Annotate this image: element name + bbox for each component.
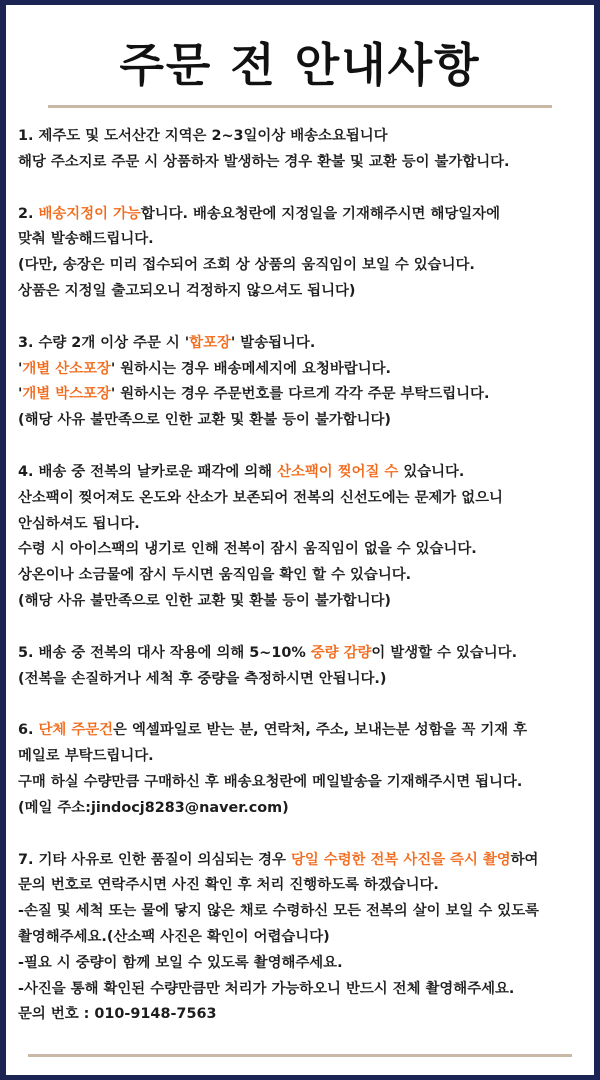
notice-line: [18, 977, 582, 1003]
notice-line: [18, 951, 582, 977]
page-title: 주문 전 안내사항: [119, 38, 481, 92]
notice-section-3: [18, 331, 582, 434]
notice-line: [18, 848, 582, 874]
notice-text: 7. 기타 사유로 인한 품질이 의심되는 경우: [18, 851, 291, 868]
notice-line: [18, 899, 582, 925]
highlight-text: 중량 감량: [310, 644, 372, 661]
notice-text: 구매 하실 수량만큼 구매하신 후 배송요청란에 메일발송을 기재해주시면 됩니다.: [18, 773, 523, 790]
notice-text: ' 발송됩니다.: [230, 334, 316, 351]
highlight-text: 배송지정이 가능: [38, 205, 141, 222]
notice-line: [18, 486, 582, 512]
notice-section-7: [18, 848, 582, 1029]
notice-line: [18, 589, 582, 615]
notice-text: (메일 주소:jindocj8283@naver.com): [18, 799, 289, 816]
notice-text: 이 발생할 수 있습니다.: [371, 644, 518, 661]
notice-line: [18, 512, 582, 538]
highlight-text: 단체 주문건: [38, 722, 114, 739]
notice-text: ' 원하시는 경우 배송메세지에 요청바랍니다.: [110, 360, 391, 377]
notice-section-2: [18, 202, 582, 305]
notice-line: [18, 460, 582, 486]
notice-text: 6.: [18, 722, 39, 739]
notice-text: 안심하셔도 됩니다.: [18, 515, 140, 532]
notice-text: 2.: [18, 205, 39, 222]
notice-text: 문의 번호로 연락주시면 사진 확인 후 처리 진행하도록 하겠습니다.: [18, 877, 439, 894]
notice-line: [18, 331, 582, 357]
notice-text: (다만, 송장은 미리 접수되어 조회 상 상품의 움직임이 보일 수 있습니다.: [18, 257, 475, 274]
notice-line: [18, 124, 582, 150]
notice-text: 상품은 지정일 출고되오니 걱정하지 않으셔도 됩니다): [18, 282, 356, 299]
notice-section-6: [18, 718, 582, 821]
notice-text: 4. 배송 중 전복의 날카로운 패각에 의해: [18, 463, 278, 480]
notice-text: (해당 사유 불만족으로 인한 교환 및 환불 등이 불가합니다): [18, 592, 391, 609]
notice-text: ': [18, 360, 23, 377]
notice-line: [18, 253, 582, 279]
notice-line: [18, 150, 582, 176]
notice-text: ' 원하시는 경우 주문번호를 다르게 각각 주문 부탁드립니다.: [110, 386, 490, 403]
notice-line: [18, 744, 582, 770]
highlight-text: 산소팩이 찢어질 수: [277, 463, 399, 480]
highlight-text: 합포장: [189, 334, 231, 351]
notice-text: -필요 시 중량이 함께 보일 수 있도록 촬영해주세요.: [18, 954, 343, 971]
notice-text: 수령 시 아이스팩의 냉기로 인해 전복이 잠시 움직임이 없을 수 있습니다.: [18, 541, 477, 558]
notice-line: [18, 796, 582, 822]
notice-text: 해당 주소지로 주문 시 상품하자 발생하는 경우 환불 및 교환 등이 불가합니다.: [18, 153, 510, 170]
notice-section-5: [18, 641, 582, 693]
notice-text: (해당 사유 불만족으로 인한 교환 및 환불 등이 불가합니다): [18, 412, 391, 429]
notice-card: [6, 5, 594, 1075]
notice-text: -사진을 통해 확인된 수량만큼만 처리가 가능하오니 반드시 전체 촬영해주세요.: [18, 980, 515, 997]
notice-line: [18, 1002, 582, 1028]
bottom-divider: [28, 1054, 572, 1057]
notice-text: ': [18, 386, 23, 403]
notice-text: 5. 배송 중 전복의 대사 작용에 의해 5~10%: [18, 644, 311, 661]
notice-line: [18, 202, 582, 228]
notice-line: [18, 873, 582, 899]
notice-text: 상온이나 소금물에 잠시 두시면 움직임을 확인 할 수 있습니다.: [18, 567, 412, 584]
highlight-text: 개별 산소포장: [22, 360, 111, 377]
notice-line: [18, 227, 582, 253]
notice-section-1: [18, 124, 582, 176]
notice-line: [18, 279, 582, 305]
notice-text: 맞춰 발송해드립니다.: [18, 231, 154, 248]
notice-line: [18, 357, 582, 383]
notice-text: (전복을 손질하거나 세척 후 중량을 측정하시면 안됩니다.): [18, 670, 387, 687]
notice-text: 합니다. 배송요청란에 지정일을 기재해주시면 해당일자에: [140, 205, 500, 222]
notice-text: 3. 수량 2개 이상 주문 시 ': [18, 334, 190, 351]
notice-content: [6, 108, 594, 1028]
notice-text: 촬영해주세요.(산소팩 사진은 확인이 어렵습니다): [18, 928, 330, 945]
notice-line: [18, 770, 582, 796]
notice-text: 은 엑셀파일로 받는 분, 연락처, 주소, 보내는분 성함을 꼭 기재 후: [113, 722, 528, 739]
notice-text: 있습니다.: [398, 463, 465, 480]
notice-text: 문의 번호 : 010-9148-7563: [18, 1006, 217, 1023]
notice-text: 하여: [510, 851, 539, 868]
notice-text: 산소팩이 찢어져도 온도와 산소가 보존되어 전복의 신선도에는 문제가 없으니: [18, 489, 503, 506]
notice-text: 1. 제주도 및 도서산간 지역은 2~3일이상 배송소요됩니다: [18, 128, 388, 144]
highlight-text: 당일 수령한 전복 사진을 즉시 촬영: [290, 851, 511, 868]
notice-line: [18, 718, 582, 744]
notice-line: [18, 382, 582, 408]
notice-section-4: [18, 460, 582, 615]
highlight-text: 개별 박스포장: [22, 386, 111, 403]
notice-text: -손질 및 세척 또는 물에 닿지 않은 채로 수령하신 모든 전복의 살이 보일 수 있도록: [18, 903, 539, 920]
notice-line: [18, 408, 582, 434]
notice-line: [18, 925, 582, 951]
notice-line: [18, 667, 582, 693]
notice-text: 메일로 부탁드립니다.: [18, 748, 154, 765]
notice-line: [18, 563, 582, 589]
notice-line: [18, 537, 582, 563]
notice-line: [18, 641, 582, 667]
